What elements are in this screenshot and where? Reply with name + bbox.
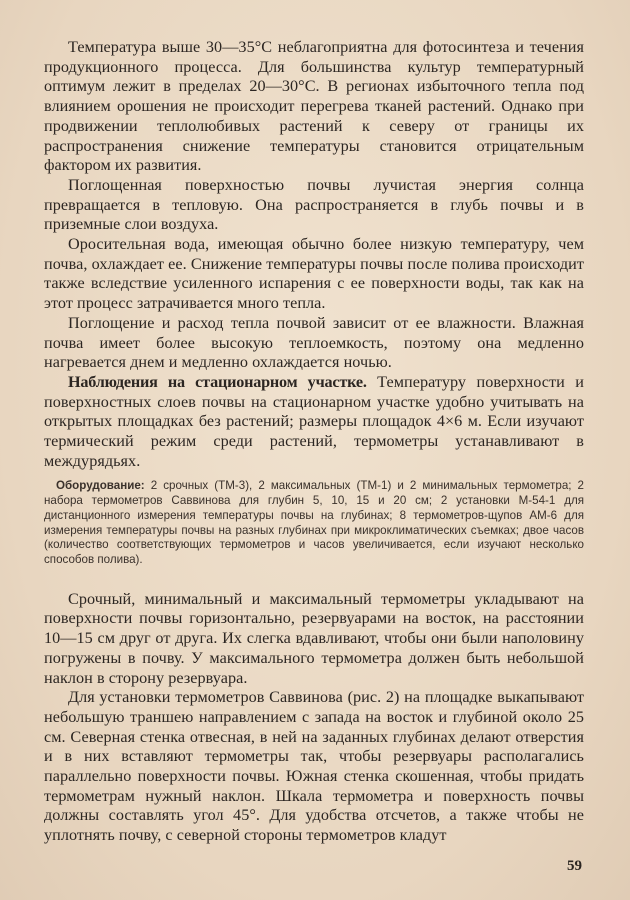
text-column bbox=[44, 38, 584, 846]
paragraph-moisture: Поглощение и расход тепла почвой зависит от ее влажности. Влажная почва имеет более высокую теплоемкость, поэтому она медленно нагревается днем и медленно охлаждается ночью. bbox=[44, 313, 584, 372]
paragraph-savvinov-setup: Для установки термометров Саввинова (рис. 2) на площадке выкапывают небольшую траншею направлением с запада на восток и глубиной около 25 см. Северная стенка отвесная, в ней на заданных глубинах делают отверстия и в них вставляют термометры так, чтобы резервуары располагались параллельно поверхности почвы. Южная стенка скошенная, чтобы придать термометрам нужный наклон. Шкала термометра и поверхность почвы должны составлять угол 45°. Для удобства отсчетов, а также чтобы не уплотнять почву, с северной стороны термометров кладут bbox=[44, 688, 584, 845]
paragraph-temperature: Температура выше 30—35°С неблагоприятна для фотосинтеза и течения продукционного процесса. Для большинства культур температурный оптимум лежит в пределах 20—30°С. В регионах избыточного тепла под влиянием орошения не происходит перегрева тканей растений. Однако при продвижении теплолюбивых растений к северу от границы их распространения снижение температуры становится отрицательным фактором их развития. bbox=[44, 38, 584, 175]
equipment-text: 2 срочных (ТМ-3), 2 максимальных (ТМ-1) и 2 минимальных термометра; 2 набора термометров Саввинова для глубин 5, 10, 15 и 20 см; 2 установки М-54-1 для дистанционного измерения температуры почвы на глубинах; 8 термометров-щупов АМ-6 для измерения температуры почвы на разных глубинах при микроклиматических съемках; двое часов (количество соответствующих термометров и часов увеличивается, если изучают несколько способов полива). bbox=[44, 479, 584, 566]
paragraph-radiation: Поглощенная поверхностью почвы лучистая энергия солнца превращается в тепловую. Она распространяется в глубь почвы и в приземные слои воздуха. bbox=[44, 175, 584, 234]
equipment-label: Оборудование: bbox=[56, 479, 145, 493]
page-number: 59 bbox=[567, 858, 582, 874]
section-heading: Наблюдения на стационарном участке. bbox=[68, 372, 367, 391]
paragraph-irrigation-water: Оросительная вода, имеющая обычно более низкую температуру, чем почва, охлаждает ее. Снижение температуры почвы после полива происходит также вследствие усиленного испарения с ее поверхности воды, так как на этот процесс затрачивается много тепла. bbox=[44, 235, 584, 313]
equipment-note bbox=[44, 479, 584, 567]
section-stationary-plot bbox=[44, 373, 584, 472]
section-text: Температуру поверхности и поверхностных слоев почвы на стационарном участке удобно учитывать на открытых площадках без растений; размеры площадок 4×6 м. Если изучают термический режим среди растений, термометры устанавливают в междурядьях. bbox=[44, 372, 585, 470]
paragraph-thermometer-placement: Срочный, минимальный и максимальный термометры укладывают на поверхности почвы горизонтально, резервуарами на восток, на расстоянии 10—15 см друг от друга. Их слегка вдавливают, чтобы они были наполовину погружены в почву. У максимального термометра должен быть небольшой наклон в сторону резервуара. bbox=[44, 589, 584, 687]
